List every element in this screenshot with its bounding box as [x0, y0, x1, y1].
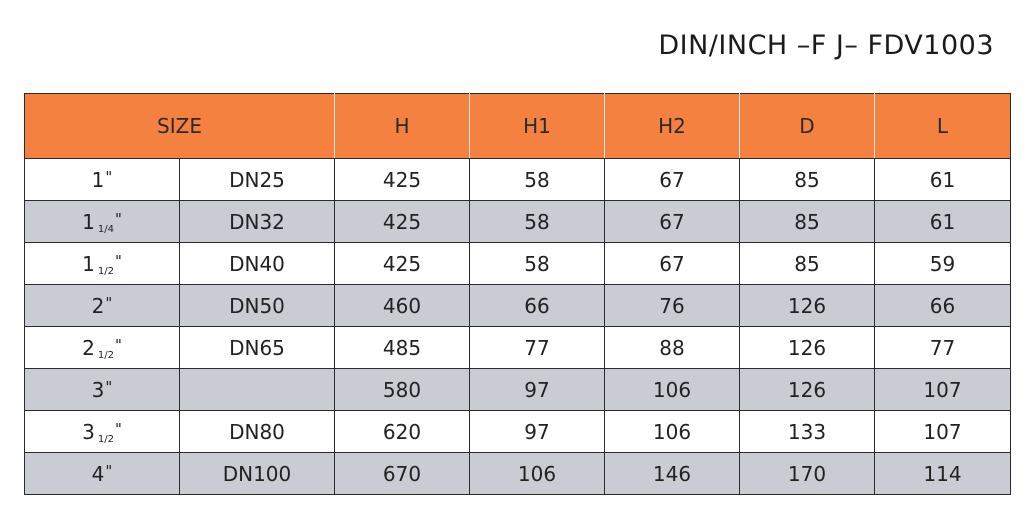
cell-h: 425 [335, 201, 470, 243]
header-h2: H2 [605, 94, 740, 159]
size-inch-fraction: 1/2 [97, 433, 114, 445]
inch-mark: " [105, 167, 113, 186]
header-d: D [740, 94, 875, 159]
table-row [25, 159, 1011, 201]
cell-h: 580 [335, 369, 470, 411]
cell-d: 126 [740, 285, 875, 327]
cell-size-inch [25, 411, 180, 453]
cell-h: 620 [335, 411, 470, 453]
cell-h1: 58 [470, 201, 605, 243]
cell-size-dn: DN40 [180, 243, 335, 285]
header-h1: H1 [470, 94, 605, 159]
size-inch-value: 2 [82, 335, 95, 360]
cell-h2: 146 [605, 453, 740, 495]
cell-l: 77 [875, 327, 1011, 369]
table-row [25, 243, 1011, 285]
cell-size-inch [25, 369, 180, 411]
size-inch-value: 1 [82, 209, 95, 234]
header-l: L [875, 94, 1011, 159]
header-h: H [335, 94, 470, 159]
cell-l: 61 [875, 159, 1011, 201]
size-inch-value: 1 [82, 251, 95, 276]
cell-l: 59 [875, 243, 1011, 285]
cell-size-inch [25, 285, 180, 327]
cell-h1: 58 [470, 243, 605, 285]
cell-h2: 106 [605, 369, 740, 411]
cell-size-dn: DN65 [180, 327, 335, 369]
cell-l: 107 [875, 411, 1011, 453]
inch-mark: " [114, 251, 122, 270]
inch-mark: " [105, 293, 113, 312]
size-inch-value: 2 [91, 293, 105, 318]
inch-mark: " [114, 419, 122, 438]
cell-size-dn: DN25 [180, 159, 335, 201]
cell-d: 126 [740, 369, 875, 411]
table-row [25, 411, 1011, 453]
cell-h2: 88 [605, 327, 740, 369]
cell-d: 133 [740, 411, 875, 453]
cell-d: 85 [740, 159, 875, 201]
table-row [25, 453, 1011, 495]
cell-h: 670 [335, 453, 470, 495]
cell-l: 114 [875, 453, 1011, 495]
cell-h: 485 [335, 327, 470, 369]
cell-h1: 106 [470, 453, 605, 495]
header-size: SIZE [25, 94, 335, 159]
size-inch-value: 4 [91, 461, 105, 486]
inch-mark: " [105, 461, 113, 480]
cell-size-inch [25, 327, 180, 369]
table-row [25, 285, 1011, 327]
cell-d: 85 [740, 201, 875, 243]
size-inch-value: 3 [82, 419, 95, 444]
inch-mark: " [105, 377, 113, 396]
document-title: DIN/INCH –F J– FDV1003 [658, 30, 994, 61]
cell-h2: 106 [605, 411, 740, 453]
size-inch-value: 1 [91, 167, 105, 192]
size-inch-fraction: 1/4 [97, 223, 114, 235]
size-inch-fraction: 1/2 [97, 349, 114, 361]
inch-mark: " [114, 335, 122, 354]
inch-mark: " [114, 209, 122, 228]
cell-h1: 97 [470, 369, 605, 411]
cell-size-dn: DN100 [180, 453, 335, 495]
table-body [25, 159, 1011, 495]
table-row [25, 369, 1011, 411]
cell-size-dn: DN50 [180, 285, 335, 327]
dimension-table [24, 93, 1011, 495]
table-header-row [25, 94, 1011, 159]
cell-d: 170 [740, 453, 875, 495]
cell-h2: 67 [605, 159, 740, 201]
cell-size-inch [25, 453, 180, 495]
cell-size-inch [25, 243, 180, 285]
table-row [25, 327, 1011, 369]
size-inch-value: 3 [91, 377, 105, 402]
cell-h: 425 [335, 243, 470, 285]
cell-h2: 76 [605, 285, 740, 327]
cell-l: 107 [875, 369, 1011, 411]
cell-size-dn: DN80 [180, 411, 335, 453]
cell-l: 66 [875, 285, 1011, 327]
cell-size-inch [25, 159, 180, 201]
cell-h1: 97 [470, 411, 605, 453]
cell-size-inch [25, 201, 180, 243]
cell-size-dn: DN32 [180, 201, 335, 243]
cell-h2: 67 [605, 243, 740, 285]
cell-h1: 77 [470, 327, 605, 369]
cell-h1: 66 [470, 285, 605, 327]
cell-h2: 67 [605, 201, 740, 243]
cell-d: 85 [740, 243, 875, 285]
cell-h: 460 [335, 285, 470, 327]
cell-size-dn [180, 369, 335, 411]
cell-h: 425 [335, 159, 470, 201]
cell-l: 61 [875, 201, 1011, 243]
cell-h1: 58 [470, 159, 605, 201]
size-inch-fraction: 1/2 [97, 265, 114, 277]
table-row [25, 201, 1011, 243]
cell-d: 126 [740, 327, 875, 369]
